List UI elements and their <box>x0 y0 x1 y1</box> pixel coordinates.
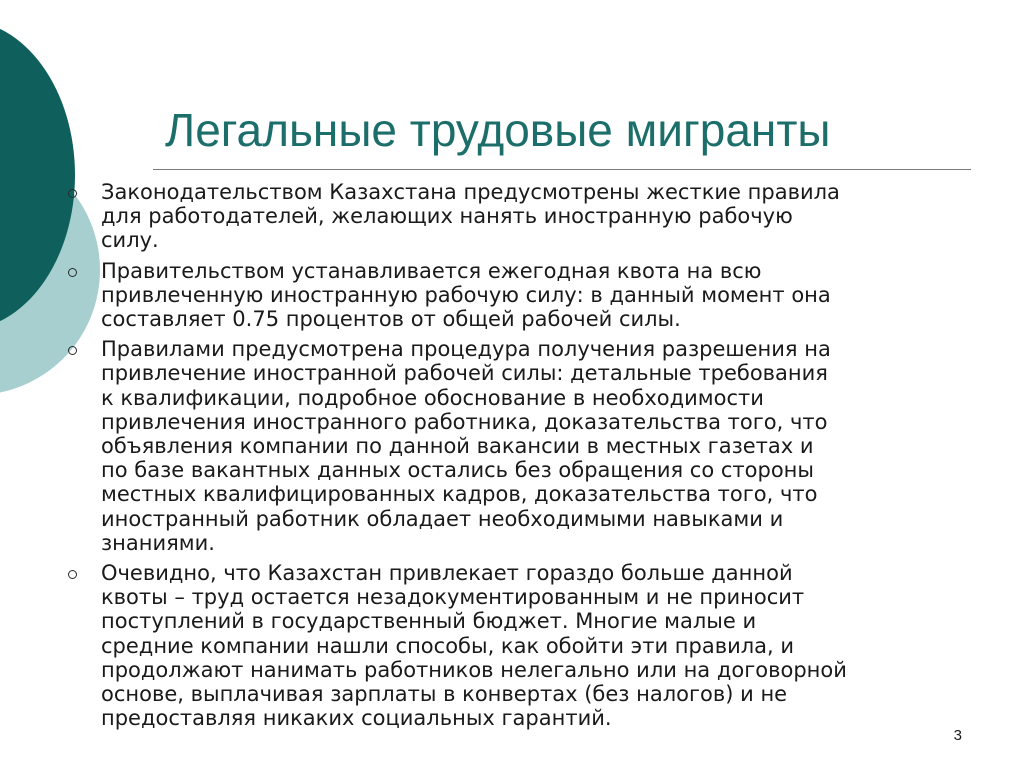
hollow-circle-bullet-icon <box>68 570 77 579</box>
bullet-text: Очевидно, что Казахстан привлекает гораздо больше данной квоты – труд остается незадокументированным и не приносит поступлений в государственный бюджет. Многие малые и средние компании нашли способы, как обойти эти правила, и продолжают нанимать работников нелегально или на договорной основе, выплачивая зарплаты в конвертах (без налогов) и не предоставляя никаких социальных гарантий. <box>101 561 847 731</box>
hollow-circle-bullet-icon <box>68 189 77 198</box>
bullet-text: Законодательством Казахстана предусмотрены жесткие правила для работодателей, желающих нанять иностранную рабочую силу. <box>101 180 840 253</box>
list-item <box>68 180 998 253</box>
hollow-circle-bullet-icon <box>68 346 77 355</box>
page-number: 3 <box>953 727 962 744</box>
bullet-list <box>68 180 998 736</box>
hollow-circle-bullet-icon <box>68 268 77 277</box>
list-item <box>68 561 998 730</box>
list-item <box>68 337 998 555</box>
title-divider <box>153 169 971 170</box>
slide-title: Легальные трудовые мигранты <box>165 104 831 156</box>
bullet-text: Правилами предусмотрена процедура получения разрешения на привлечение иностранной рабочей силы: детальные требования к квалификации, подробное обоснование в необходимости привлечения иностранного работника, доказательства того, что объявления компании по данной вакансии в местных газетах и по базе вакантных данных остались без обращения со стороны местных квалифицированных кадров, доказательства того, что иностранный работник обладает необходимыми навыками и знаниями. <box>101 337 831 555</box>
bullet-text: Правительством устанавливается ежегодная квота на всю привлеченную иностранную рабочую силу: в данный момент она составляет 0.75 процентов от общей рабочей силы. <box>101 258 831 332</box>
list-item <box>68 259 998 332</box>
